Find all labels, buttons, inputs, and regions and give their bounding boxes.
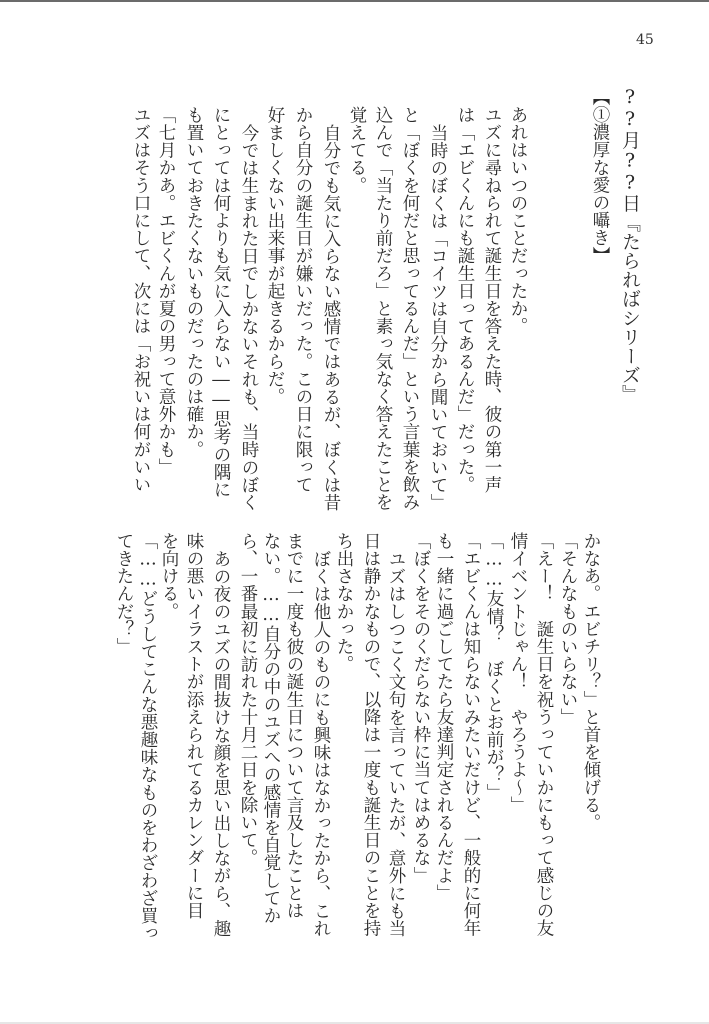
text-line: ない。……自分の中のユズへの感情を自覚してか xyxy=(261,532,281,925)
text-line: 「七月かあ。エビくんが夏の男って意外かも」 xyxy=(156,106,176,476)
text-line: 「……友情？ ぼくとお前が？」 xyxy=(484,532,504,801)
text-line: てきたんだ？」 xyxy=(114,532,134,656)
text-line: 自分でも気に入らない感情ではあるが、ぼくは昔 xyxy=(321,124,341,512)
text-line: も一緒に過ごしてたら友達判定されるんだよ」 xyxy=(434,532,454,902)
text-line: あれはいつのことだったか。 xyxy=(508,106,528,335)
text-line: ユズはそう口にして、次には「お祝いは何がいい xyxy=(131,106,151,494)
text-line: と「ぼくを何だと思ってるんだ」という言葉を飲み xyxy=(400,106,420,511)
chapter-title: ??月??日『たらればシリーズ』 xyxy=(619,86,641,404)
text-line: 好ましくない出来事が起きるからだ。 xyxy=(265,106,285,406)
text-line: 情イベントじゃん！ やろうよ～」 xyxy=(508,532,528,814)
text-line: 込んで「当たり前だろ」と素っ気なく答えたことを xyxy=(373,106,393,511)
text-line: ユズに尋ねられて誕生日を答えた時、彼の第一声 xyxy=(482,106,502,494)
text-line: ぼくは他人のものにも興味はなかったから、これ xyxy=(311,550,331,938)
text-line: あの夜のユズの間抜けな顔を思い出しながら、趣 xyxy=(211,550,231,938)
text-line: 「……どうしてこんな悪趣味なものをわざわざ買っ xyxy=(138,532,158,942)
text-line: 覚えてる。 xyxy=(347,106,367,194)
text-line: ち出さなかった。 xyxy=(334,532,354,673)
top-border xyxy=(0,0,709,2)
text-line: も置いておきたくないものだったのは確か。 xyxy=(184,106,204,458)
text-line: 「えー！ 誕生日を祝うっていかにもって感じの友 xyxy=(534,532,554,937)
section-heading: 【①濃厚な愛の囁き】 xyxy=(590,88,610,264)
text-line: を向ける。 xyxy=(159,532,179,620)
text-line: ユズはしつこく文句を言っていたが、意外にも当 xyxy=(386,550,406,938)
text-line: 「そんなものいらない」 xyxy=(558,532,578,726)
text-line: ら、一番最初に訪れた十月二日を除いて。 xyxy=(238,532,258,867)
text-line: 味の悪いイラストが添えられてるカレンダーに目 xyxy=(184,532,204,920)
text-line: 「エビくんは知らないみたいだけど、一般的に何年 xyxy=(461,532,481,937)
text-line: は「エビくんにも誕生日ってあるんだ」だった。 xyxy=(455,106,475,494)
text-line: にとっては何よりも気に入らない――思考の隅に xyxy=(211,106,231,499)
text-line: 「ぼくをそのくだらない枠に当てはめるな」 xyxy=(411,532,431,884)
text-line: 今では生まれた日でしかないそれも、当時のぼく xyxy=(239,124,259,512)
text-line: から自分の誕生日が嫌いだった。この日に限って xyxy=(293,106,313,494)
text-line: までに一度も彼の誕生日について言及したことは xyxy=(284,532,304,920)
text-line: かなあ。エビチリ？」と首を傾げる。 xyxy=(581,532,601,832)
text-line: 日は静かなもので、以降は一度も誕生日のことを持 xyxy=(361,532,381,937)
page-number: 45 xyxy=(636,32,654,48)
text-line: 当時のぼくは「コイツは自分から聞いておいて」 xyxy=(428,124,448,512)
